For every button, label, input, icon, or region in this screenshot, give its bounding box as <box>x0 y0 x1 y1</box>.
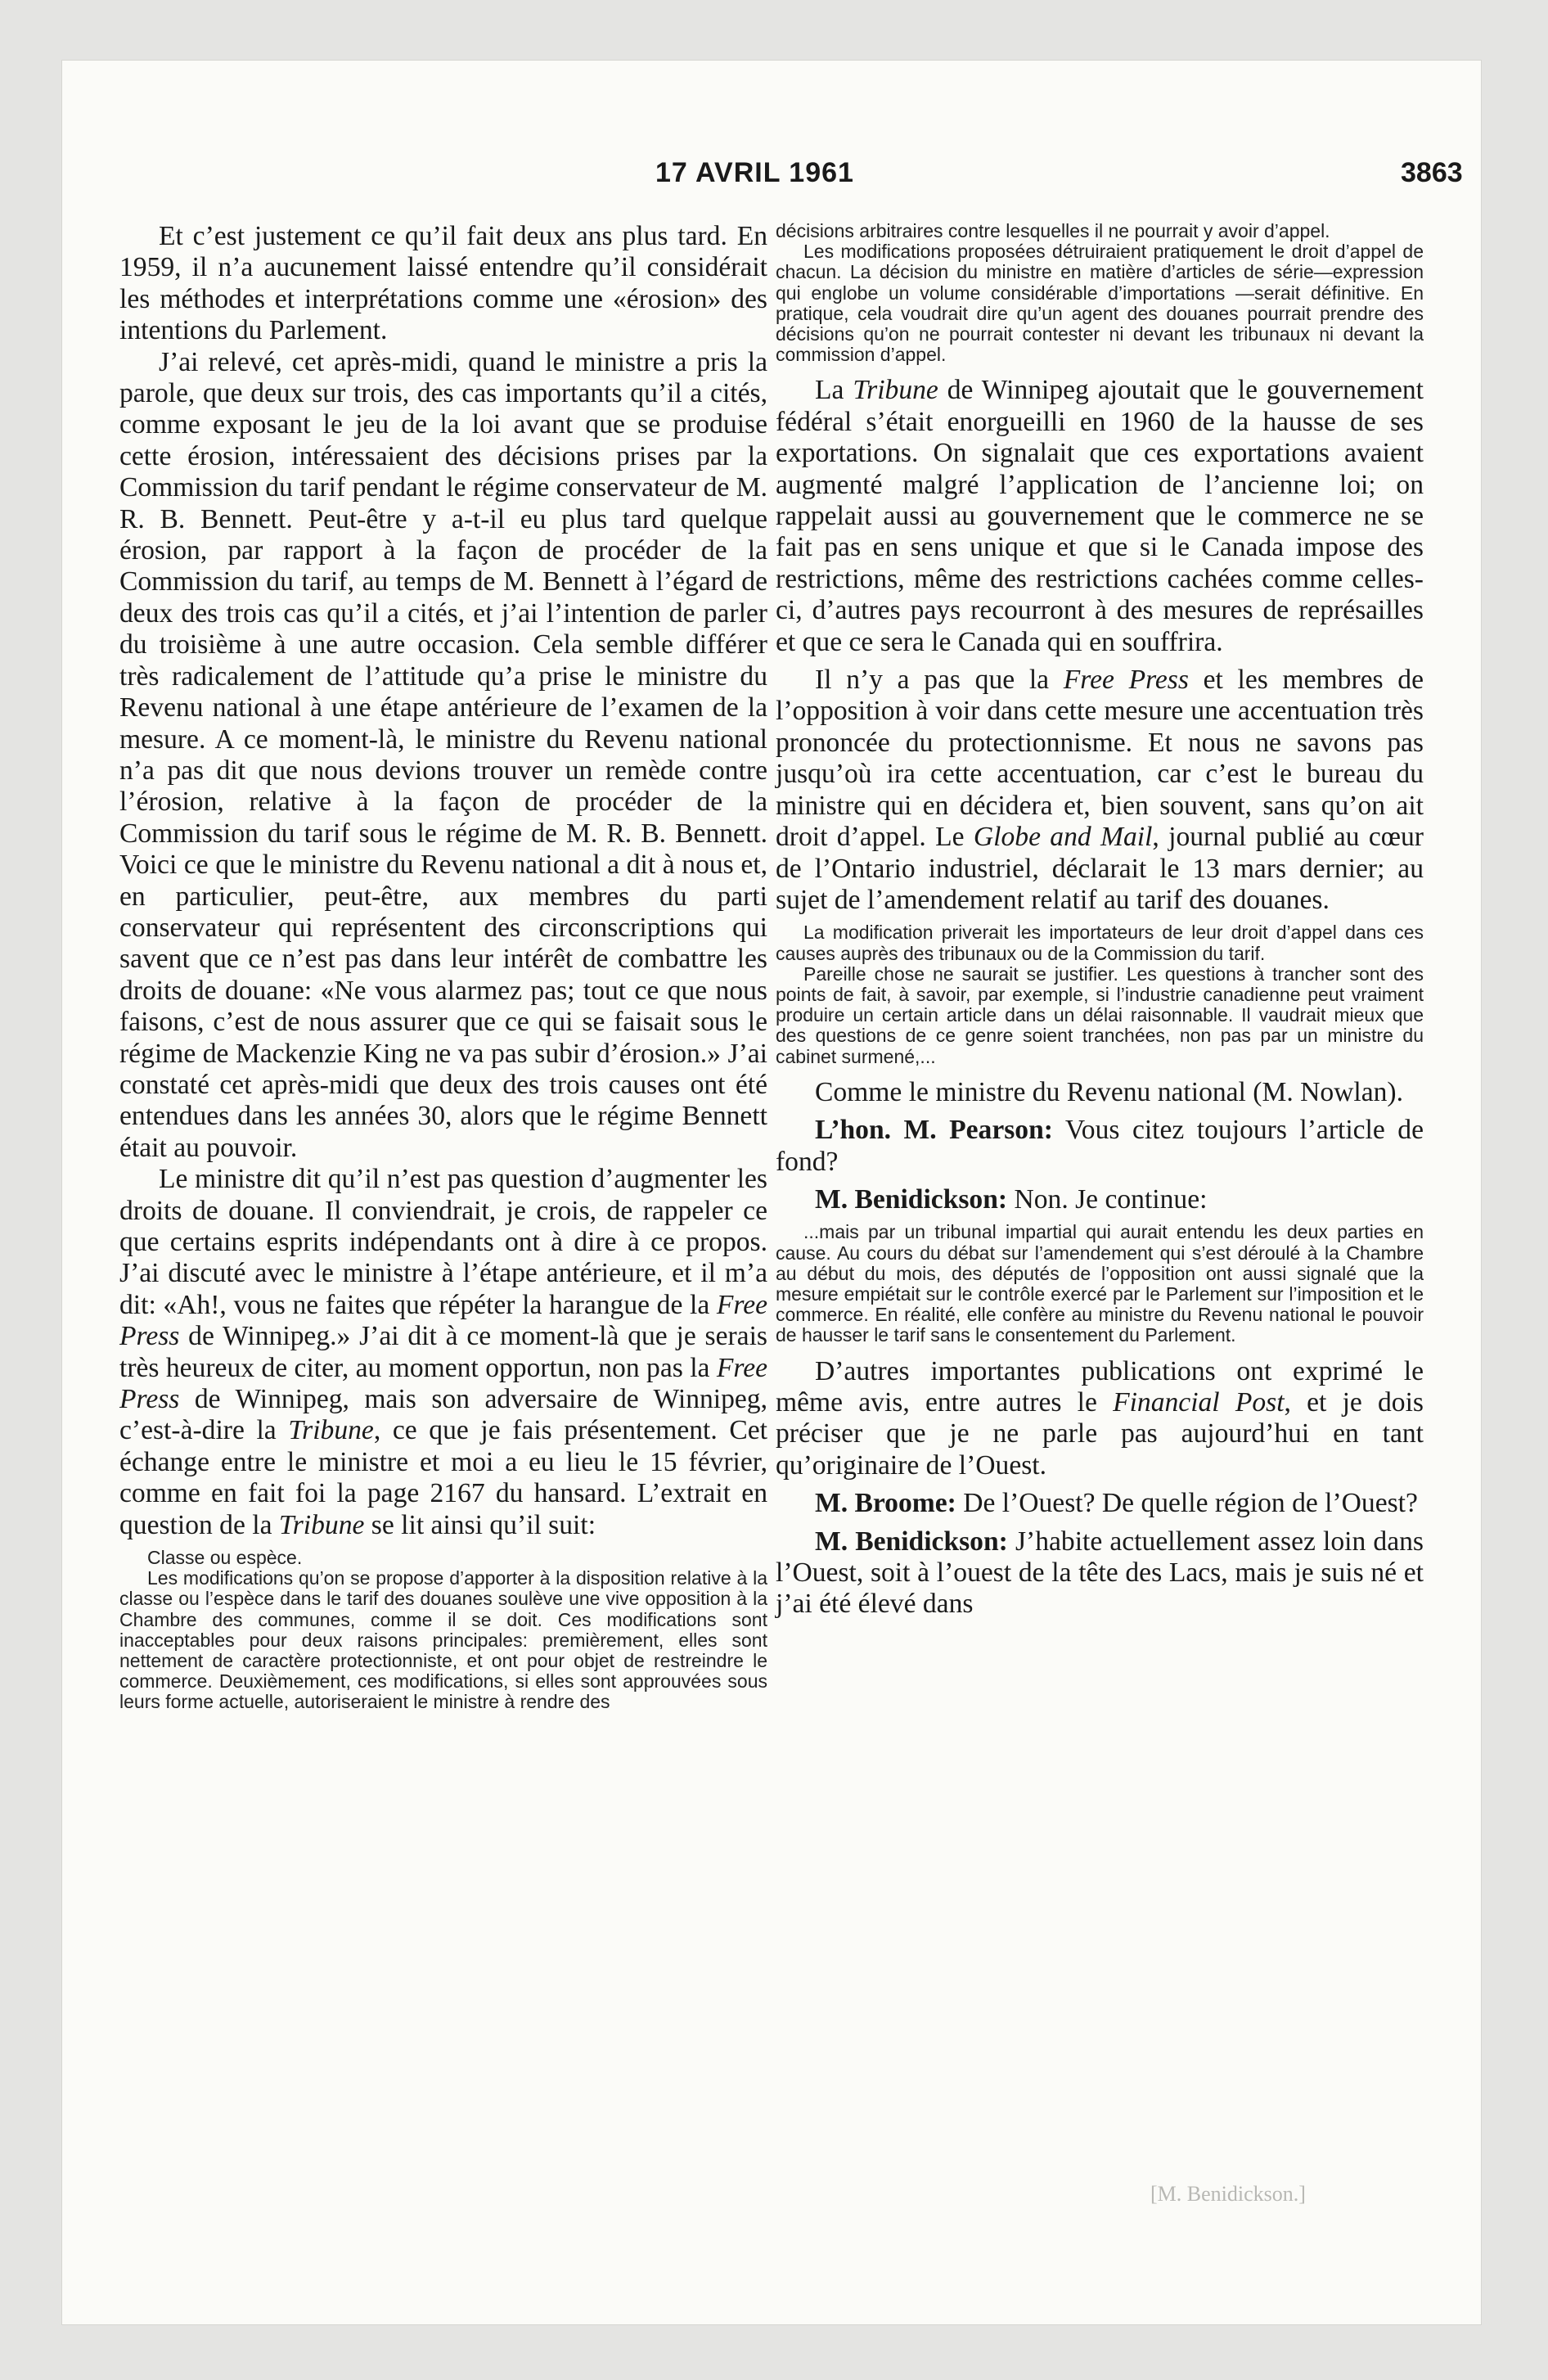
hansard-page <box>62 61 1481 2324</box>
paragraph: Il n’y a pas que la Free Press et les membres de l’opposition à voir dans cette mesure une accentuation très prononcée du protectionnisme. Et nous ne savons pas jusqu’où ira cette accentuation, car c’est le bureau du ministre qui en décidera et, bien souvent, sans qu’on ait droit d’appel. Le Globe and Mail, journal publié au cœur de l’Ontario industriel, déclarait le 13 mars dernier; au sujet de l’amendement relatif au tarif des douanes. <box>776 665 1424 915</box>
speaker-statement: M. Benidickson: J’habite actuellement assez loin dans l’Ouest, soit à l’ouest de la tête des Lacs, mais je suis né et j’ai été élevé dans <box>776 1526 1424 1620</box>
quotation: Les modifications proposées détruiraient pratiquement le droit d’appel de chacun. La décision du ministre en matière d’articles de série—expression qui englobe un volume considérable d’importations —serait définitive. En pratique, cela voudrait dire qu’un agent des douanes pourrait prendre des décisions qu’on ne pourrait contester ni devant les tribunaux ni devant la commission d’appel. <box>776 241 1424 366</box>
paragraph: Comme le ministre du Revenu national (M. Nowlan). <box>815 1076 1403 1107</box>
running-head-footer: [M. Benidickson.] <box>1150 2182 1306 2206</box>
quotation: ...mais par un tribunal impartial qui aurait entendu les deux parties en cause. Au cours du débat sur l’amendement qui s’est déroulé à la Chambre au début du mois, des députés de l’opposition ont aussi signalé que la mesure empiétait sur le contrôle exercé par le Parlement sur l’imposition et le commerce. En réalité, elle confère au ministre du Revenu national le pouvoir de hausser le tarif sans le consentement du Parlement. <box>776 1221 1424 1346</box>
paragraph: J’ai relevé, cet après-midi, quand le ministre a pris la parole, que deux sur trois, des cas importants qu’il a cités, comme exposant le jeu de la loi avant que se produise cette érosion, intéressaient des décisions prises par la Commission du tarif pendant le régime conservateur de M. R. B. Bennett. Peut-être y a-t-il eu plus tard quelque érosion, par rapport à la façon de procéder de la Commission du tarif, au temps de M. Bennett à l’égard de deux des trois cas qu’il a cités, et j’ai l’intention de parler du troisième à une autre occasion. Cela semble différer très radicalement de l’attitude qu’a prise le ministre du Revenu national à une étape antérieure de l’examen de la mesure. A ce moment-là, le ministre du Revenu national n’a pas dit que nous devions trouver un remède contre l’érosion, relative à la façon de procéder de la Commission du tarif sous le régime de M. R. B. Bennett. Voici ce que le ministre du Revenu national a dit à nous et, en particulier, peut-être, aux membres du parti conservateur qui représentent des circonscriptions qui savent que ce n’est pas dans leur intérêt de combattre les droits de douane: «Ne vous alarmez pas; tout ce que nous faisons, c’est de nous assurer que ce qui se faisait sous le régime de Mackenzie King ne va pas subir d’érosion.» J’ai constaté cet après-midi que deux des trois causes ont été entendues dans les années 30, alors que le régime Bennett était au pouvoir. <box>119 346 767 1163</box>
paragraph: Le ministre dit qu’il n’est pas question d’augmenter les droits de douane. Il conviendrait, je crois, de rappeler ce que certains esprits indépendants ont à dire à ce propos. J’ai discuté avec le ministre à l’étape antérieure, et il m’a dit: «Ah!, vous ne faites que répéter la harangue de la Free Press de Winnipeg.» J’ai dit à ce moment-là que je serais très heureux de citer, au moment opportun, non pas la Free Press de Winnipeg, mais son adversaire de Winnipeg, c’est-à-dire la Tribune, ce que je fais présentement. Cet échange entre le ministre et moi a eu lieu le 15 février, comme en fait foi la page 2167 du hansard. L’extrait en question de la Tribune se lit ainsi qu’il suit: <box>119 1164 767 1540</box>
page-date: 17 AVRIL 1961 <box>655 157 854 188</box>
speaker-name: M. Benidickson: <box>815 1526 1008 1557</box>
speaker-name: M. Benidickson: <box>815 1183 1008 1215</box>
page-header <box>62 157 1481 198</box>
quotation: Les modifications qu’on se propose d’apporter à la disposition relative à la classe ou l’espèce dans le tarif des douanes soulève une vive opposition à la Chambre des communes, comme il se doit. Ces modifications sont inacceptables pour deux raisons principales: premièrement, elles sont nettement de caractère protectionniste, et ont pour objet de restreindre le commerce. Deuxièmement, ces modifications, si elles sont approuvées sous leurs forme actuelle, autoriseraient le ministre à rendre des <box>119 1567 767 1713</box>
quotation: décisions arbitraires contre lesquelles il ne pourrait y avoir d’appel. <box>776 220 1330 241</box>
speaker-statement: M. Benidickson: Non. Je continue: <box>815 1183 1208 1215</box>
paragraph: Et c’est justement ce qu’il fait deux ans plus tard. En 1959, il n’a aucunement laissé entendre qu’il considérait les méthodes et interprétations comme une «érosion» des intentions du Parlement. <box>119 221 767 346</box>
speaker-name: M. Broome: <box>815 1488 956 1519</box>
left-column <box>119 221 767 1713</box>
quotation: Classe ou espèce. <box>147 1547 303 1569</box>
speaker-statement: L’hon. M. Pearson: Vous citez toujours l’article de fond? <box>776 1115 1424 1177</box>
quotation: La modification priverait les importateurs de leur droit d’appel dans ces causes auprès des tribunaux ou de la Commission du tarif. <box>776 922 1424 964</box>
right-column <box>776 221 1424 1620</box>
paragraph: La Tribune de Winnipeg ajoutait que le gouvernement fédéral s’était enorgueilli en 1960 de la hausse de ses exportations. On signalait que ces exportations avaient augmenté malgré l’application de l’ancienne loi; on rappelait aussi au gouvernement que le commerce ne se fait pas en sens unique et que si le Canada impose des restrictions, même des restrictions cachées comme celles-ci, d’autres pays recourront à des mesures de représailles et que ce sera le Canada qui en souffrira. <box>776 375 1424 657</box>
speaker-name: L’hon. M. Pearson: <box>815 1115 1053 1146</box>
speaker-statement: M. Broome: De l’Ouest? De quelle région de l’Ouest? <box>815 1488 1418 1519</box>
paragraph: D’autres importantes publications ont exprimé le même avis, entre autres le Financial Post, et je dois préciser que je ne parle pas aujourd’hui en tant qu’originaire de l’Ouest. <box>776 1355 1424 1481</box>
quotation: Pareille chose ne saurait se justifier. Les questions à trancher sont des points de fait, à savoir, par exemple, si l’industrie canadienne peut vraiment produire un certain article dans un délai raisonnable. Il vaudrait mieux que des questions de ce genre soient tranchées, non pas par un ministre du cabinet surmené,... <box>776 962 1424 1067</box>
page-number: 3863 <box>1401 157 1463 188</box>
